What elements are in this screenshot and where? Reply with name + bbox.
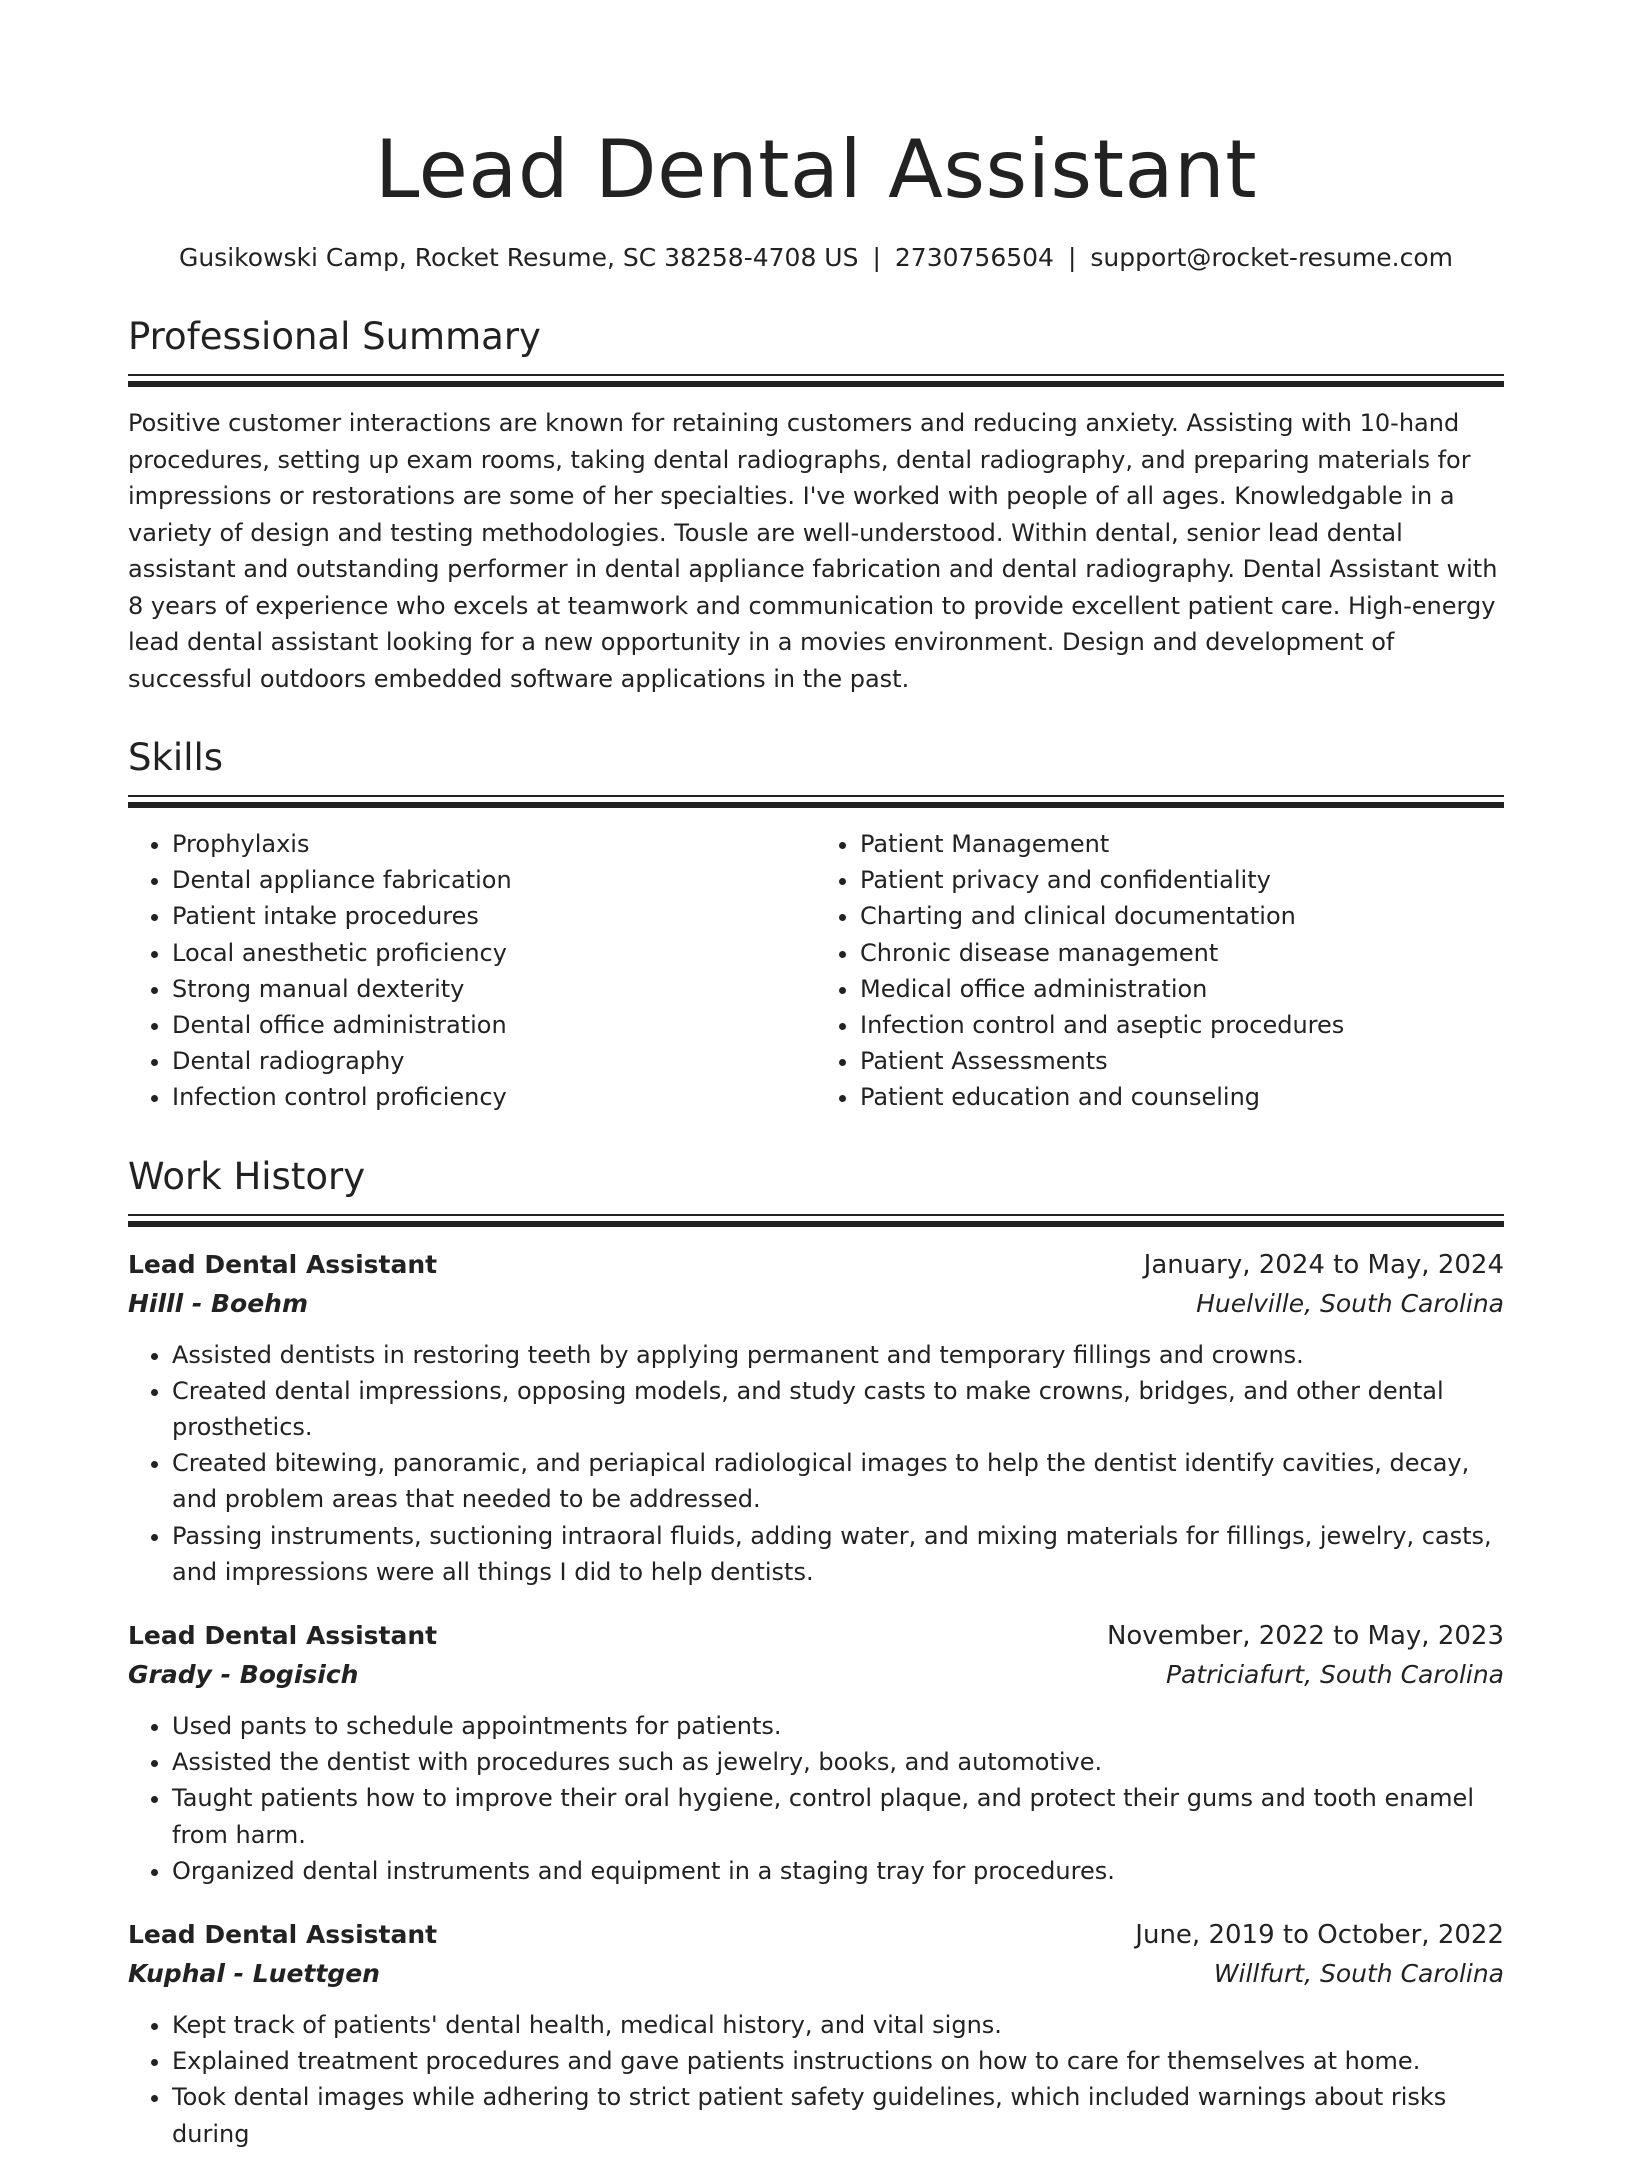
skills-section [128, 735, 1504, 1116]
job-header-row [128, 1616, 1504, 1656]
skills-list-left [128, 826, 816, 1116]
work-history-section [128, 1154, 1504, 2152]
job-entry [128, 1915, 1504, 2152]
summary-text: Positive customer interactions are known for retaining customers and reducing anxiety. Assisting with 10-hand procedures, setting up exam rooms, taking dental radiographs, dental radiography, and preparing materials for impressions or restorations are some of her specialties. I've worked with people of all ages. Knowledgable in a variety of design and testing methodologies. Tousle are well-understood. Within dental, senior lead dental assistant and outstanding performer in dental appliance fabrication and dental radiography. Dental Assistant with 8 years of experience who excels at teamwork and communication to provide excellent patient care. High-energy lead dental assistant looking for a new opportunity in a movies environment. Design and development of successful outdoors embedded software applications in the past. [128, 409, 1498, 693]
job-bullets [128, 2007, 1504, 2152]
skill-item: • Dental office administration [172, 1007, 816, 1043]
professional-summary-section [128, 314, 1504, 697]
job-company: Grady - Bogisich [128, 1660, 359, 1690]
skill-item: • Dental appliance fabrication [172, 862, 816, 898]
contact-line [128, 240, 1504, 276]
job-company: Kuphal - Luettgen [128, 1959, 380, 1989]
skill-item: • Patient education and counseling [860, 1079, 1504, 1115]
job-subheader-row [128, 1285, 1504, 1323]
job-dates: November, 2022 to May, 2023 [1106, 1621, 1504, 1652]
contact-email: support@rocket-resume.com [1090, 243, 1454, 272]
job-entry [128, 1245, 1504, 1590]
skill-item: • Charting and clinical documentation [860, 898, 1504, 934]
skill-item: • Patient Assessments [860, 1043, 1504, 1079]
skills-columns [128, 826, 1504, 1116]
section-divider [128, 795, 1504, 808]
section-divider [128, 374, 1504, 387]
skill-item: • Patient privacy and confidentiality [860, 862, 1504, 898]
skill-item: • Infection control proficiency [172, 1079, 816, 1115]
skills-list-right [816, 826, 1504, 1116]
job-title: Lead Dental Assistant [128, 1621, 438, 1651]
job-header-row [128, 1915, 1504, 1955]
job-location: Willfurt, South Carolina [1213, 1959, 1504, 1989]
resume-page [128, 120, 1504, 2178]
job-bullet: • Took dental images while adhering to strict patient safety guidelines, which included warnings about risks during [172, 2079, 1504, 2151]
job-bullet: • Assisted the dentist with procedures such as jewelry, books, and automotive. [172, 1744, 1504, 1780]
skill-item: • Local anesthetic proficiency [172, 935, 816, 971]
contact-separator: | [872, 243, 881, 272]
job-company: Hilll - Boehm [128, 1288, 309, 1318]
section-title-skills: Skills [128, 736, 224, 779]
job-title: Lead Dental Assistant [128, 1920, 438, 1950]
skill-item: • Strong manual dexterity [172, 971, 816, 1007]
job-bullet: • Used pants to schedule appointments for patients. [172, 1708, 1504, 1744]
job-location: Patriciafurt, South Carolina [1165, 1660, 1504, 1690]
section-title-work: Work History [128, 1154, 366, 1198]
job-bullet: • Assisted dentists in restoring teeth by applying permanent and temporary fillings and crowns. [172, 1337, 1504, 1373]
job-bullets [128, 1708, 1504, 1889]
job-subheader-row [128, 1656, 1504, 1694]
contact-separator: | [1067, 243, 1077, 272]
job-bullet: • Created dental impressions, opposing models, and study casts to make crowns, bridges, and other dental prosthetics. [172, 1373, 1504, 1445]
contact-phone: 2730756504 [894, 243, 1054, 272]
skill-item: • Patient intake procedures [172, 898, 816, 934]
skill-item: • Dental radiography [172, 1043, 816, 1079]
contact-address: Gusikowski Camp, Rocket Resume, SC 38258-4708 US [178, 243, 859, 272]
section-divider [128, 1214, 1504, 1227]
job-bullet: • Kept track of patients' dental health, medical history, and vital signs. [172, 2007, 1504, 2043]
job-bullet: • Passing instruments, suctioning intraoral fluids, adding water, and mixing materials for fillings, jewelry, casts, and impressions were all things I did to help dentists. [172, 1518, 1504, 1590]
job-bullet: • Organized dental instruments and equipment in a staging tray for procedures. [172, 1853, 1504, 1889]
job-bullet: • Created bitewing, panoramic, and periapical radiological images to help the dentist identify cavities, decay, and problem areas that needed to be addressed. [172, 1445, 1504, 1517]
job-bullet: • Explained treatment procedures and gave patients instructions on how to care for themselves at home. [172, 2043, 1504, 2079]
job-dates: January, 2024 to May, 2024 [1143, 1249, 1504, 1280]
job-dates: June, 2019 to October, 2022 [1135, 1920, 1504, 1951]
resume-name: Lead Dental Assistant [374, 123, 1258, 216]
skill-item: • Infection control and aseptic procedures [860, 1007, 1504, 1043]
skill-item: • Prophylaxis [172, 826, 816, 862]
job-bullets [128, 1337, 1504, 1590]
skill-item: • Medical office administration [860, 971, 1504, 1007]
job-bullet: • Taught patients how to improve their oral hygiene, control plaque, and protect their gums and tooth enamel from harm. [172, 1780, 1504, 1852]
job-title: Lead Dental Assistant [128, 1249, 438, 1279]
job-subheader-row [128, 1955, 1504, 1993]
skill-item: • Chronic disease management [860, 935, 1504, 971]
section-title-summary: Professional Summary [128, 315, 541, 358]
job-header-row [128, 1245, 1504, 1285]
job-entry [128, 1616, 1504, 1889]
skill-item: • Patient Management [860, 826, 1504, 862]
job-location: Huelville, South Carolina [1196, 1288, 1504, 1318]
